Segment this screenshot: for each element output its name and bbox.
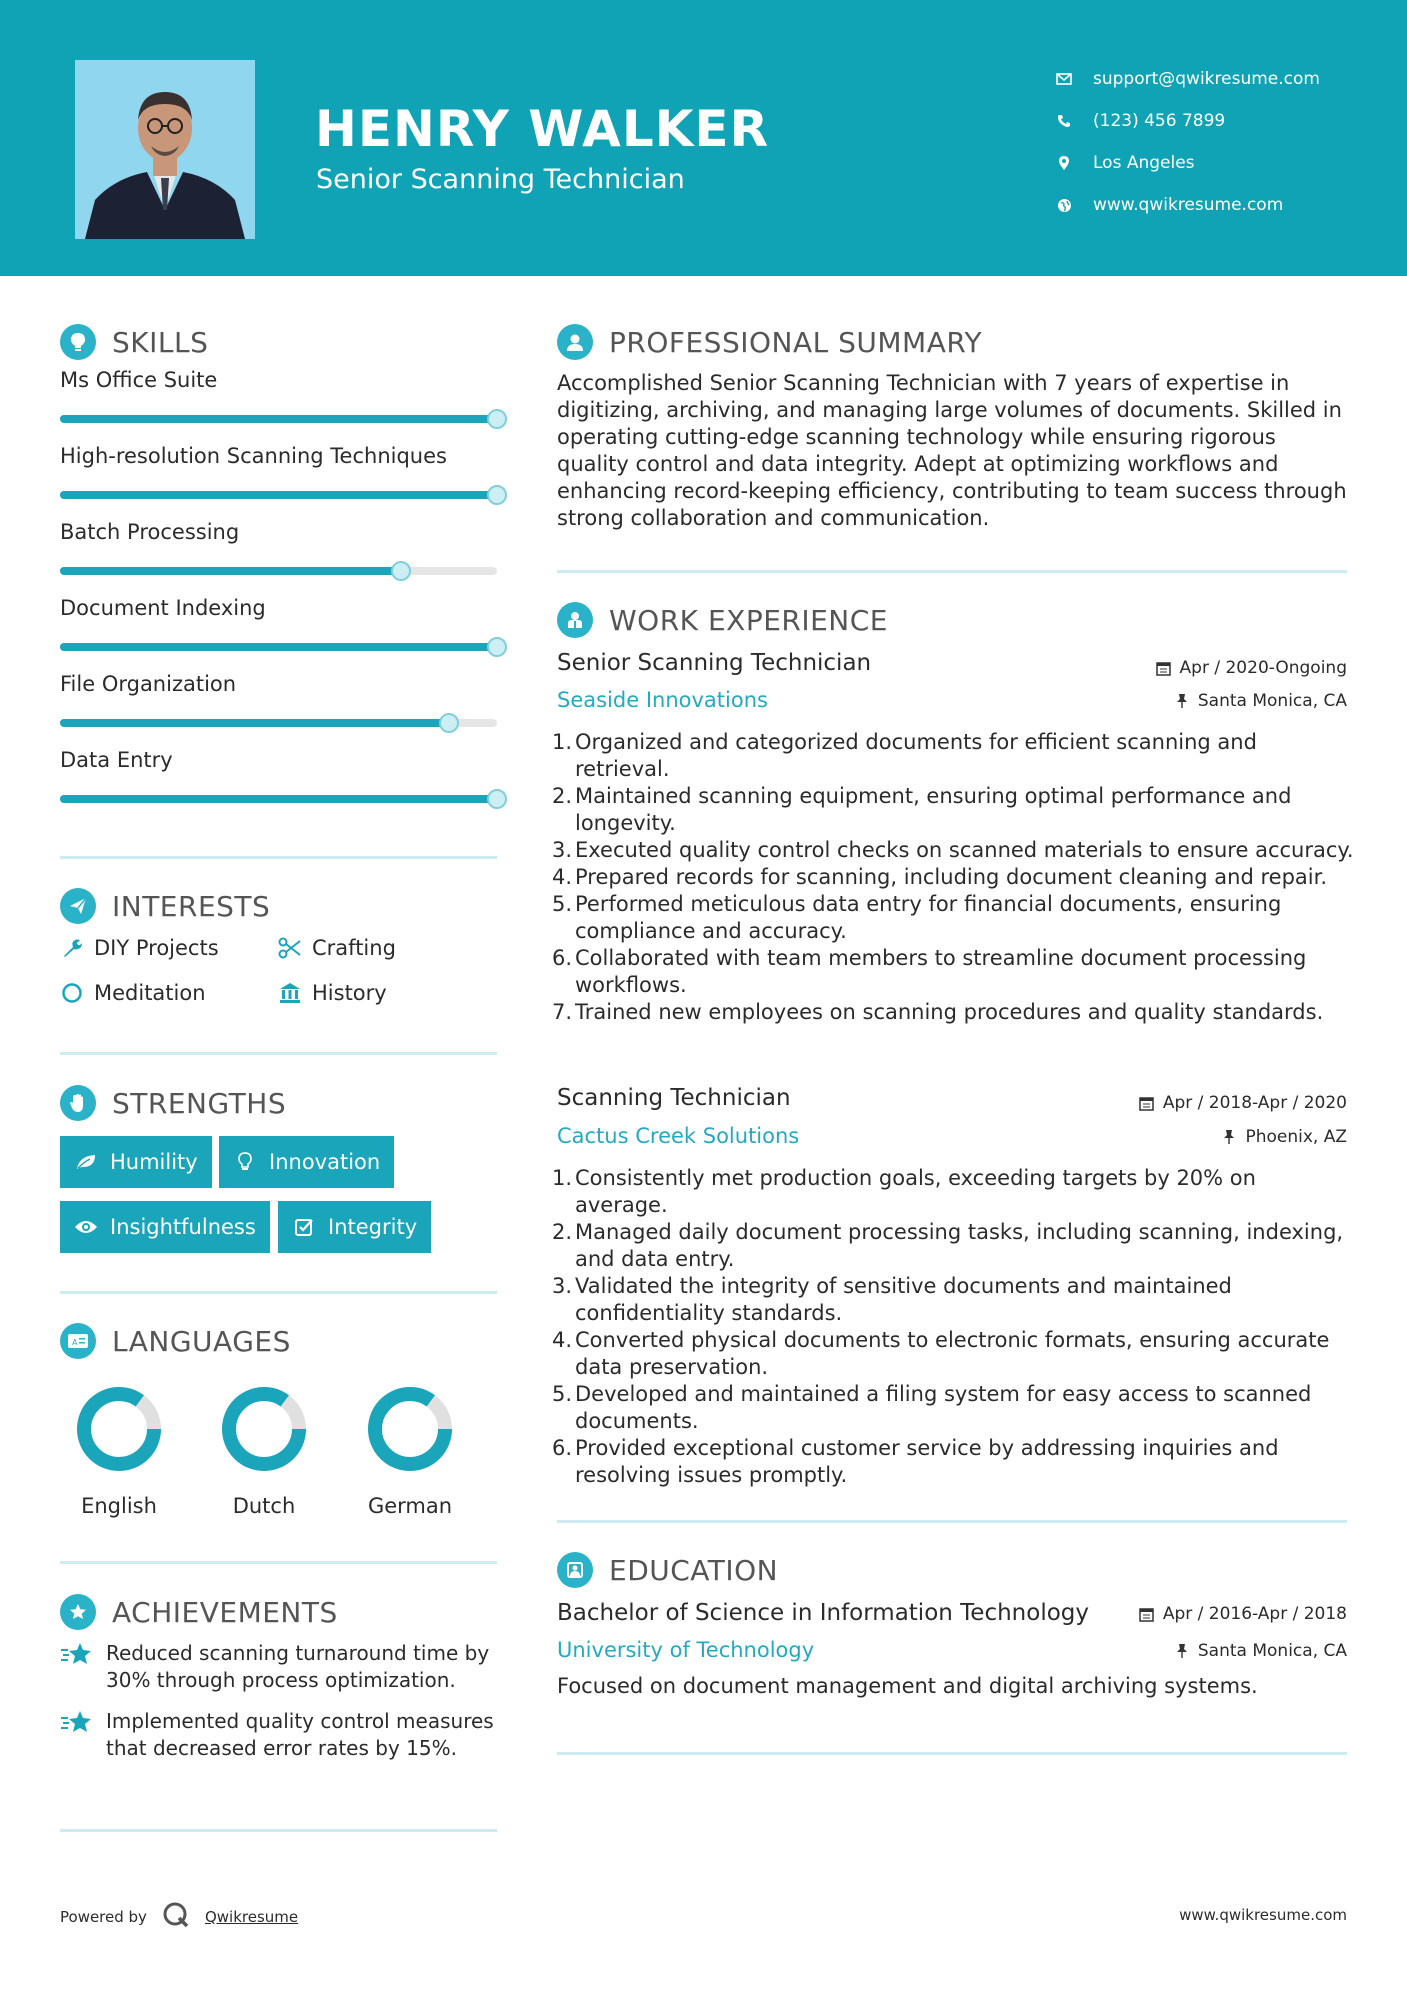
achievements-divider — [60, 1829, 497, 1832]
job-duties — [552, 729, 1355, 1026]
duty-item: 2. Maintained scanning equipment, ensuring optimal performance and longevity. — [552, 784, 1292, 835]
summary-divider — [557, 570, 1347, 573]
language-icon — [60, 1323, 96, 1359]
duty-item: 1. Consistently met production goals, exceeding targets by 20% on average. — [552, 1166, 1256, 1217]
hand-icon — [60, 1085, 96, 1121]
wrench-icon — [60, 936, 84, 960]
calendar-icon — [1156, 660, 1172, 676]
education-divider — [557, 1752, 1347, 1755]
contact-list — [1055, 58, 1320, 226]
job-dates — [1139, 1093, 1347, 1113]
languages-title: LANGUAGES — [112, 1324, 291, 1358]
job-location-text: Phoenix, AZ — [1245, 1127, 1347, 1147]
skill-bar — [60, 567, 497, 575]
job-dates — [1156, 658, 1347, 678]
star-badge-icon — [60, 1594, 96, 1630]
skill-bar-fill — [60, 795, 497, 803]
candidate-role: Senior Scanning Technician — [316, 164, 685, 195]
languages-divider — [60, 1561, 497, 1564]
duty-item: 2. Managed daily document processing tasks, including scanning, indexing, and data entry. — [552, 1220, 1344, 1271]
job-location — [1174, 691, 1347, 711]
strengths-title: STRENGTHS — [112, 1086, 287, 1120]
pushpin-icon — [1174, 1643, 1190, 1659]
skill-bar-fill — [60, 643, 497, 651]
briefcase-icon — [557, 602, 593, 638]
contact-phone-text: (123) 456 7899 — [1093, 111, 1226, 131]
language-item — [209, 1384, 319, 1518]
duty-item: 7. Trained new employees on scanning procedures and quality standards. — [552, 1000, 1324, 1024]
calendar-icon — [1139, 1606, 1155, 1622]
interest-item — [278, 981, 387, 1005]
achievement-item — [60, 1640, 500, 1694]
resume-header — [0, 0, 1407, 276]
skill-bar — [60, 415, 497, 423]
education-description: Focused on document management and digital archiving systems. — [557, 1674, 1258, 1698]
phone-icon — [1055, 112, 1073, 130]
contact-location — [1055, 142, 1320, 184]
contact-website-text: www.qwikresume.com — [1093, 195, 1284, 215]
skill-bar — [60, 491, 497, 499]
company-name: Seaside Innovations — [557, 688, 768, 712]
education-heading — [557, 1552, 778, 1588]
skill-bar-fill — [60, 719, 449, 727]
school-name: University of Technology — [557, 1638, 815, 1662]
skill-bar-knob — [391, 561, 411, 581]
education-dates — [1139, 1604, 1347, 1624]
strength-tag — [278, 1201, 431, 1253]
skill-name: Document Indexing — [60, 596, 266, 620]
summary-heading — [557, 324, 982, 360]
interests-divider — [60, 1052, 497, 1055]
strengths-heading — [60, 1085, 286, 1121]
star-icon — [60, 1640, 94, 1670]
star-icon — [60, 1708, 94, 1738]
skill-name: Data Entry — [60, 748, 173, 772]
job-dates-text: Apr / 2018-Apr / 2020 — [1162, 1093, 1347, 1113]
strength-tag — [219, 1136, 394, 1188]
education-location-text: Santa Monica, CA — [1197, 1641, 1347, 1661]
skill-bar-knob — [487, 637, 507, 657]
job-title: Scanning Technician — [557, 1085, 791, 1111]
skill-name: File Organization — [60, 672, 237, 696]
company-name: Cactus Creek Solutions — [557, 1124, 800, 1148]
user-icon — [557, 324, 593, 360]
achievement-text: Reduced scanning turnaround time by 30% through process optimization. — [106, 1641, 490, 1692]
candidate-name: HENRY WALKER — [315, 100, 770, 158]
language-donut — [219, 1384, 309, 1474]
education-location — [1174, 1641, 1347, 1661]
strength-label: Humility — [110, 1150, 198, 1174]
footer-powered-by — [60, 1900, 298, 1934]
skill-bar — [60, 643, 497, 651]
calendar-icon — [1139, 1095, 1155, 1111]
achievements-heading — [60, 1594, 338, 1630]
experience-title: WORK EXPERIENCE — [609, 603, 888, 637]
job-location — [1221, 1127, 1347, 1147]
duty-item: 6. Collaborated with team members to streamline document processing workflows. — [552, 946, 1307, 997]
experience-divider — [557, 1520, 1347, 1523]
interest-item — [278, 936, 396, 960]
duty-item: 6. Provided exceptional customer service by addressing inquiries and resolving issues promptly. — [552, 1436, 1279, 1487]
strength-label: Integrity — [328, 1215, 418, 1239]
degree-title: Bachelor of Science in Information Technology — [557, 1600, 1089, 1626]
language-label: Dutch — [232, 1494, 296, 1518]
duty-item: 1. Organized and categorized documents for efficient scanning and retrieval. — [552, 730, 1257, 781]
duty-item: 4. Converted physical documents to electronic formats, ensuring accurate data preservation. — [552, 1328, 1330, 1379]
qwikresume-logo-icon — [161, 1900, 191, 1934]
duty-item: 5. Developed and maintained a filing system for easy access to scanned documents. — [552, 1382, 1312, 1433]
contact-location-text: Los Angeles — [1093, 153, 1195, 173]
skill-bar-knob — [439, 713, 459, 733]
interests-title: INTERESTS — [112, 889, 271, 923]
achievement-text: Implemented quality control measures that decreased error rates by 15%. — [106, 1709, 494, 1760]
skill-bar-knob — [487, 789, 507, 809]
skills-heading — [60, 324, 208, 360]
language-item — [355, 1384, 465, 1518]
language-donut — [74, 1384, 164, 1474]
interest-label: Crafting — [312, 936, 396, 960]
education-title: EDUCATION — [609, 1553, 779, 1587]
contact-website[interactable] — [1055, 184, 1320, 226]
leaf-icon — [74, 1150, 98, 1174]
skill-name: Ms Office Suite — [60, 368, 218, 392]
interest-label: DIY Projects — [94, 936, 219, 960]
skill-bar-fill — [60, 491, 497, 499]
circle-icon — [60, 981, 84, 1005]
skill-bar-fill — [60, 567, 401, 575]
paper-plane-icon — [60, 888, 96, 924]
job-dates-text: Apr / 2020-Ongoing — [1179, 658, 1347, 678]
strength-tag — [60, 1201, 270, 1253]
job-title: Senior Scanning Technician — [557, 650, 872, 676]
skill-bar-knob — [487, 485, 507, 505]
strengths-divider — [60, 1291, 497, 1294]
lightbulb-icon — [60, 324, 96, 360]
skill-bar-knob — [487, 409, 507, 429]
summary-text: Accomplished Senior Scanning Technician with 7 years of expertise in digitizing, archiving, and managing large volumes of documents. Skilled in operating cutting-edge scanning technology while ensuring rigorous quality control and data integrity. Adept at optimizing workflows and enhancing record-keeping efficiency, contributing to team success through strong collaboration and communication. — [557, 371, 1347, 530]
education-dates-text: Apr / 2016-Apr / 2018 — [1162, 1604, 1347, 1624]
footer-url[interactable]: www.qwikresume.com — [1179, 1906, 1347, 1924]
interest-item — [60, 981, 206, 1005]
achievement-item — [60, 1708, 500, 1762]
pushpin-icon — [1174, 693, 1190, 709]
interest-item — [60, 936, 219, 960]
duty-item: 3. Validated the integrity of sensitive documents and maintained confidentiality standards. — [552, 1274, 1232, 1325]
map-pin-icon — [1055, 154, 1073, 172]
mail-icon — [1055, 70, 1073, 88]
pushpin-icon — [1221, 1129, 1237, 1145]
skill-bar-fill — [60, 415, 497, 423]
interests-heading — [60, 888, 270, 924]
language-item — [64, 1384, 174, 1518]
qwikresume-link[interactable]: Qwikresume — [204, 1908, 299, 1926]
graduate-icon — [557, 1552, 593, 1588]
museum-icon — [278, 981, 302, 1005]
language-label: German — [367, 1494, 453, 1518]
contact-email-text: support@qwikresume.com — [1093, 69, 1320, 89]
job-duties — [552, 1165, 1355, 1489]
lightbulb-icon — [233, 1150, 257, 1174]
languages-heading — [60, 1323, 291, 1359]
skill-name: Batch Processing — [60, 520, 240, 544]
interest-label: History — [312, 981, 387, 1005]
eye-icon — [74, 1215, 98, 1239]
skill-name: High-resolution Scanning Techniques — [60, 444, 447, 468]
strength-tag — [60, 1136, 212, 1188]
skill-bar — [60, 719, 497, 727]
achievements-title: ACHIEVEMENTS — [112, 1595, 338, 1629]
language-donut — [365, 1384, 455, 1474]
skills-title: SKILLS — [112, 325, 209, 359]
experience-heading — [557, 602, 888, 638]
duty-item: 5. Performed meticulous data entry for financial documents, ensuring compliance and accuracy. — [552, 892, 1282, 943]
skill-bar — [60, 795, 497, 803]
contact-email[interactable] — [1055, 58, 1320, 100]
contact-phone[interactable] — [1055, 100, 1320, 142]
duty-item: 3. Executed quality control checks on scanned materials to ensure accuracy. — [552, 838, 1354, 862]
duty-item: 4. Prepared records for scanning, including document cleaning and repair. — [552, 865, 1327, 889]
svg-text:A: A — [72, 1338, 78, 1347]
strength-label: Insightfulness — [110, 1215, 256, 1239]
job-location-text: Santa Monica, CA — [1197, 691, 1347, 711]
summary-title: PROFESSIONAL SUMMARY — [609, 325, 983, 359]
check-square-icon — [292, 1215, 316, 1239]
skills-divider — [60, 856, 497, 859]
strength-label: Innovation — [269, 1150, 381, 1174]
globe-icon — [1055, 196, 1073, 214]
powered-by-text: Powered by — [60, 1908, 147, 1926]
language-label: English — [81, 1494, 157, 1518]
profile-photo — [75, 60, 255, 239]
interest-label: Meditation — [94, 981, 206, 1005]
scissors-icon — [278, 936, 302, 960]
